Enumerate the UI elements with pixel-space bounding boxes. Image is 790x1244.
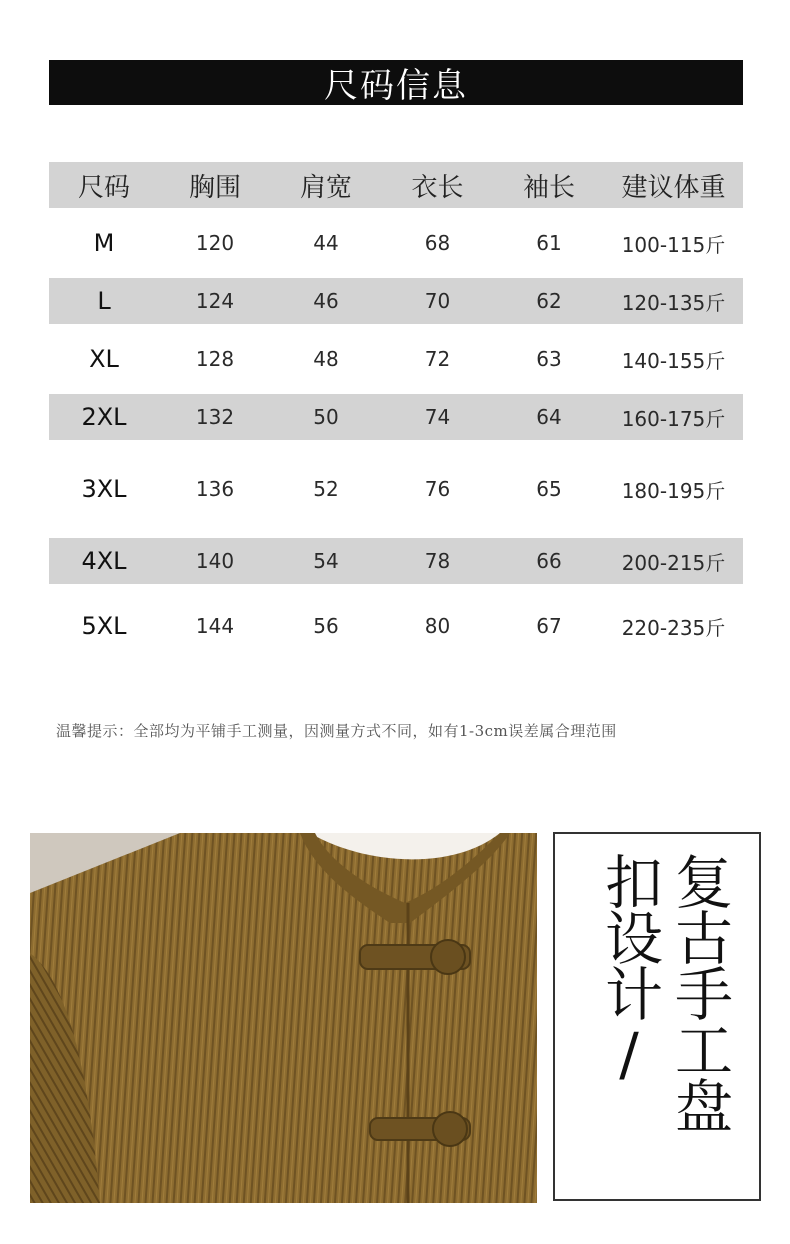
tagline-box (553, 832, 761, 1201)
size-info-title-bar (49, 60, 743, 105)
table-row (49, 440, 743, 538)
weight-cell: 200-215斤 (604, 538, 743, 584)
shoulder-cell: 54 (271, 538, 381, 584)
weight-cell: 180-195斤 (621, 478, 726, 503)
table-row (49, 208, 743, 278)
table-row (49, 278, 743, 324)
corduroy-jacket-image (30, 833, 537, 1203)
size-cell: 4XL (49, 538, 159, 584)
size-cell: XL (89, 345, 119, 373)
tagline-line-1: 复古手工盘 (665, 852, 733, 1132)
chest-cell: 120 (195, 231, 235, 255)
length-cell: 68 (424, 231, 451, 255)
shoulder-cell: 46 (271, 278, 381, 324)
table-row (49, 324, 743, 394)
page-title: 尺码信息 (324, 66, 468, 106)
sleeve-cell: 62 (494, 278, 604, 324)
sleeve-cell: 66 (494, 538, 604, 584)
chest-cell: 144 (195, 614, 235, 638)
size-cell: L (49, 278, 159, 324)
length-cell: 78 (381, 538, 494, 584)
length-cell: 70 (381, 278, 494, 324)
shoulder-cell: 50 (271, 394, 381, 440)
chest-cell: 124 (159, 278, 271, 324)
table-row (49, 394, 743, 440)
header-shoulder: 肩宽 (271, 162, 381, 208)
header-sleeve: 袖长 (494, 162, 604, 208)
sleeve-cell: 65 (536, 477, 562, 501)
size-cell: 2XL (49, 394, 159, 440)
shoulder-cell: 48 (313, 347, 339, 371)
header-chest: 胸围 (159, 162, 271, 208)
measurement-note: 温馨提示：全部均为平铺手工测量，因测量方式不同，如有1-3cm误差属合理范围 (56, 722, 617, 740)
size-cell: 5XL (81, 612, 127, 640)
weight-cell: 220-235斤 (621, 615, 726, 640)
sleeve-cell: 61 (536, 231, 562, 255)
table-row (49, 584, 743, 668)
size-cell: 3XL (81, 475, 127, 503)
weight-cell: 160-175斤 (604, 394, 743, 440)
header-weight: 建议体重 (604, 162, 743, 208)
shoulder-cell: 56 (313, 614, 339, 638)
weight-cell: 120-135斤 (604, 278, 743, 324)
header-size: 尺码 (49, 162, 159, 208)
tagline-line-2: 扣设计/ (595, 852, 663, 1086)
size-cell: M (93, 229, 115, 257)
header-length: 衣长 (381, 162, 494, 208)
table-header-row (49, 162, 743, 208)
length-cell: 80 (424, 614, 451, 638)
product-photo (30, 833, 537, 1203)
chest-cell: 136 (195, 477, 235, 501)
length-cell: 76 (424, 477, 451, 501)
chest-cell: 132 (159, 394, 271, 440)
shoulder-cell: 44 (313, 231, 339, 255)
sleeve-cell: 63 (536, 347, 562, 371)
sleeve-cell: 67 (536, 614, 562, 638)
sleeve-cell: 64 (494, 394, 604, 440)
chest-cell: 128 (195, 347, 235, 371)
chest-cell: 140 (159, 538, 271, 584)
size-chart-table (49, 162, 743, 668)
table-row (49, 538, 743, 584)
length-cell: 72 (424, 347, 451, 371)
shoulder-cell: 52 (313, 477, 339, 501)
weight-cell: 100-115斤 (621, 232, 726, 257)
weight-cell: 140-155斤 (621, 348, 726, 373)
length-cell: 74 (381, 394, 494, 440)
